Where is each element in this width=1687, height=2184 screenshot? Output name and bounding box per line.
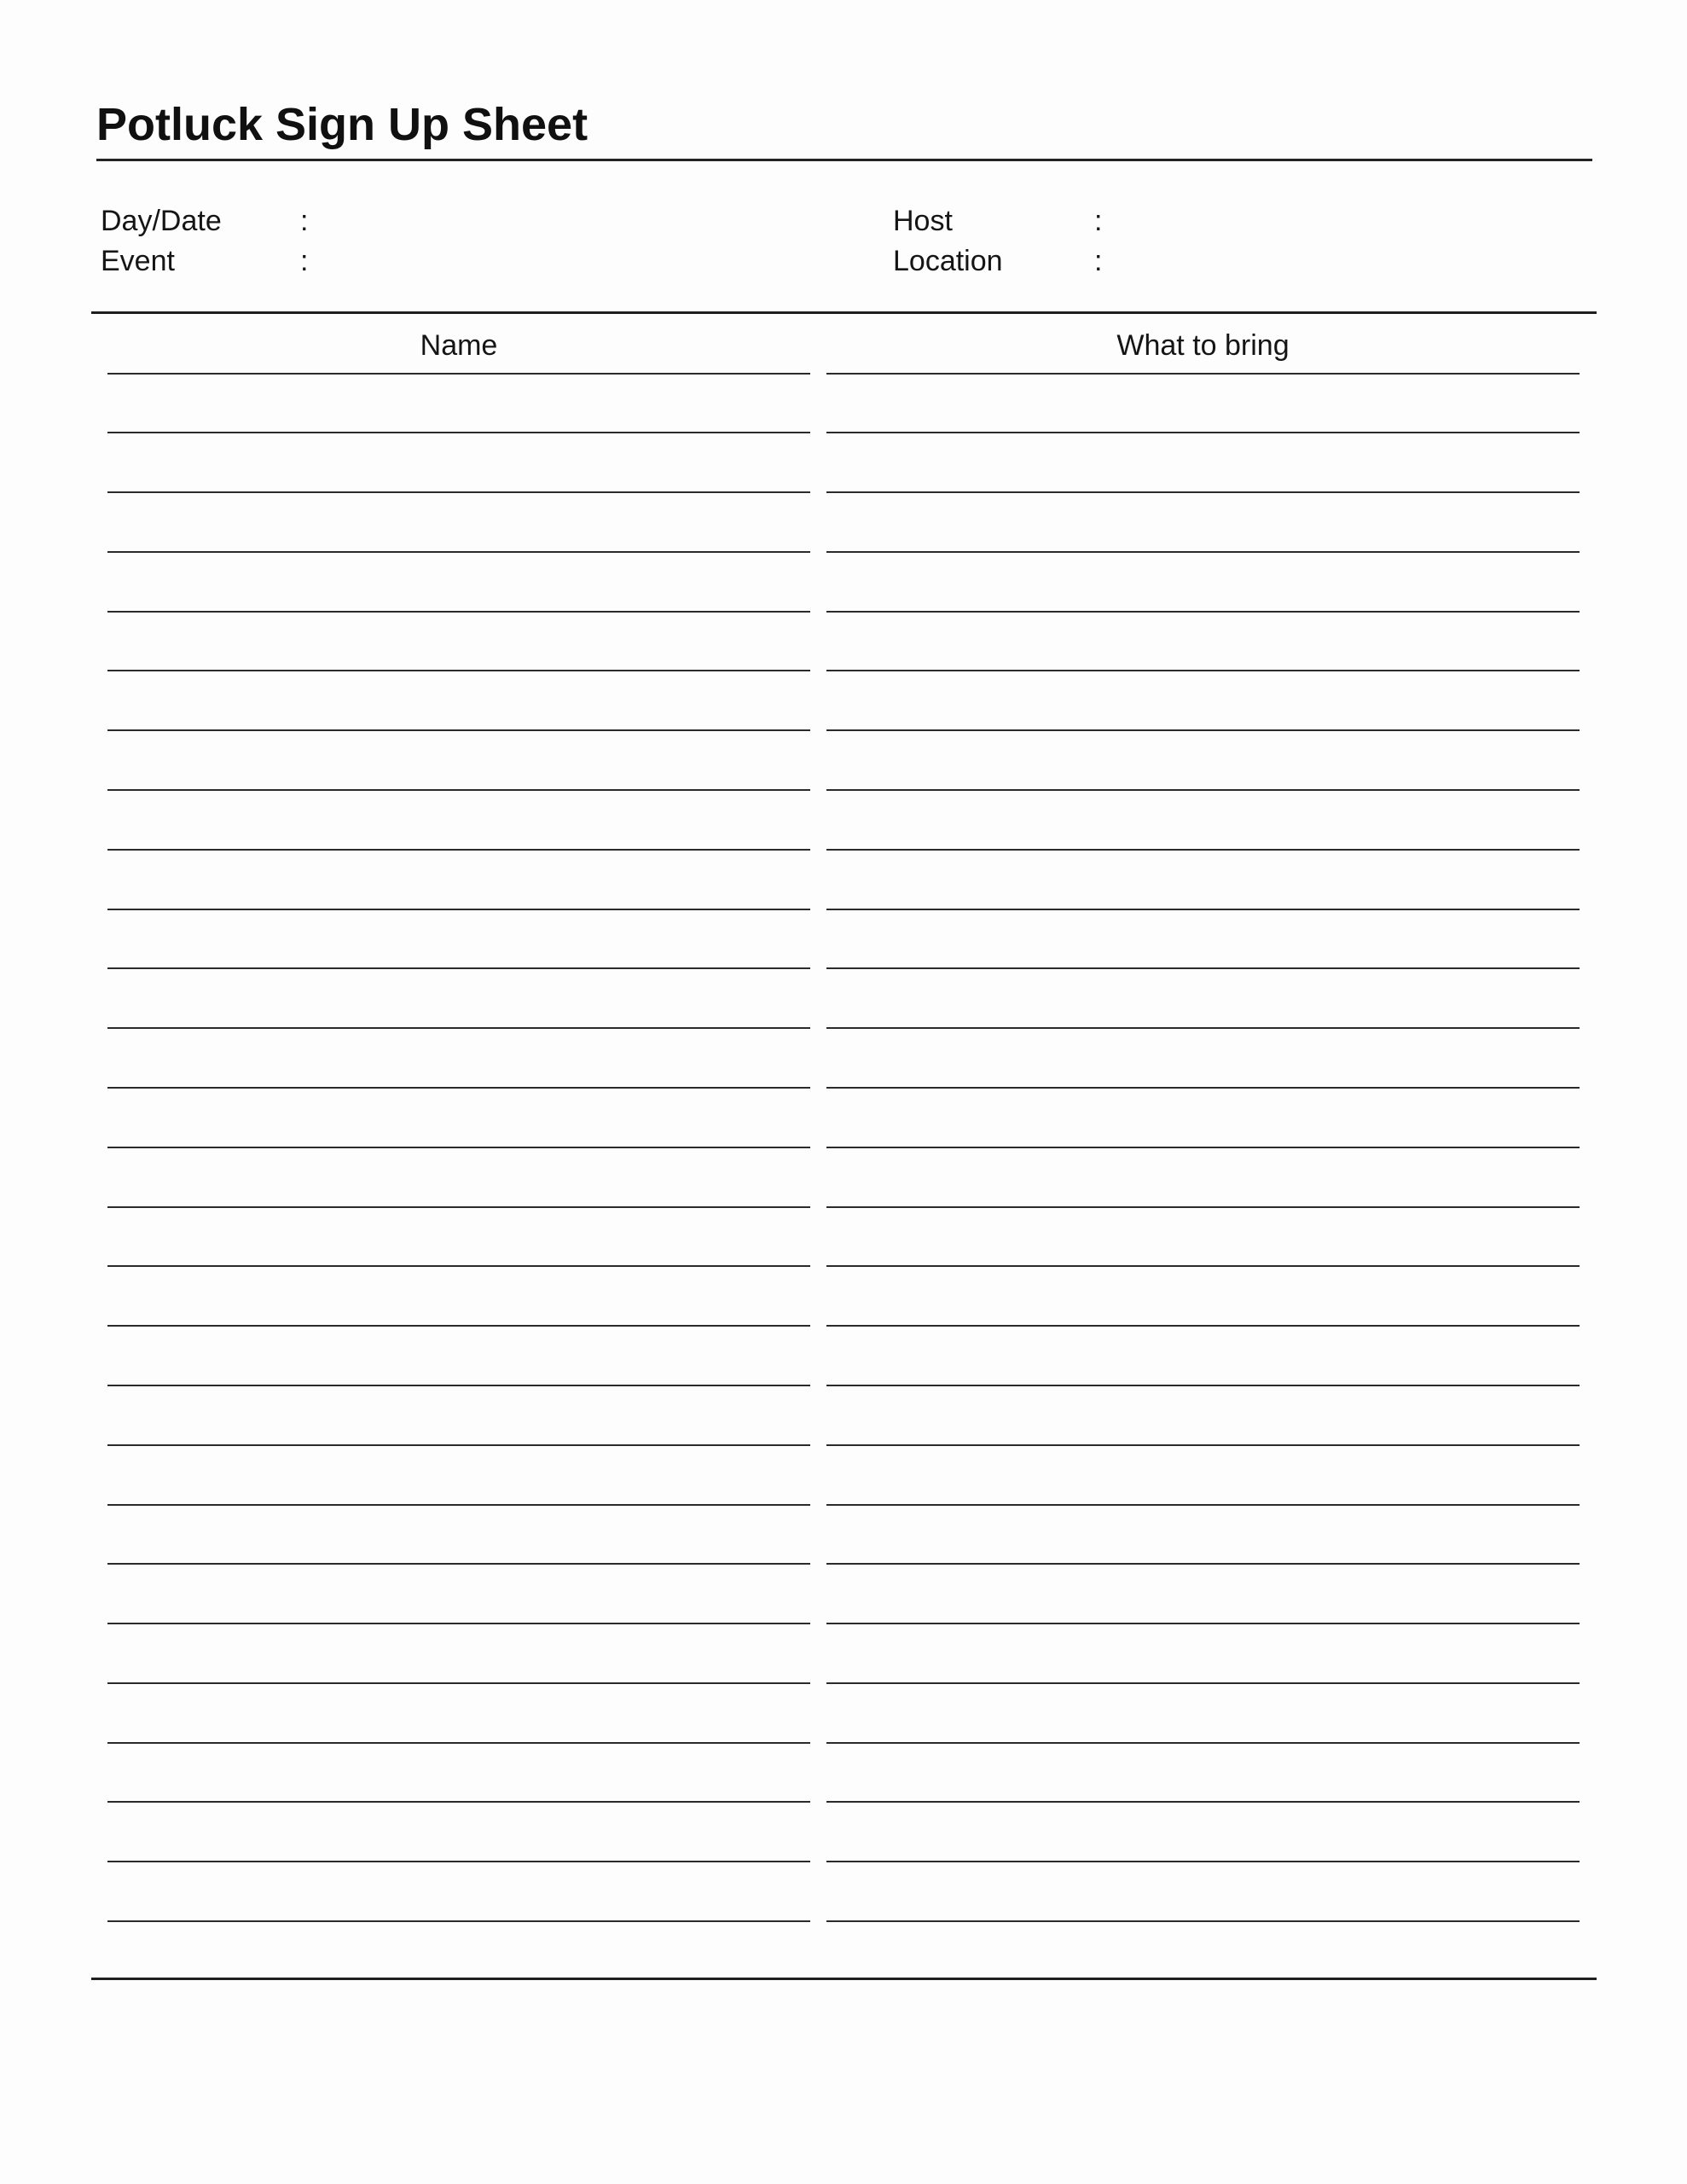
day-date-label: Day/Date [101, 205, 222, 237]
signup-row-line-left [107, 1920, 810, 1922]
signup-row-line-left [107, 1563, 810, 1565]
host-colon: : [1094, 205, 1103, 237]
page-title: Potluck Sign Up Sheet [96, 99, 588, 150]
signup-row-line-right [826, 491, 1580, 493]
signup-row-line-right [826, 1147, 1580, 1148]
signup-row-line-right [826, 1206, 1580, 1208]
day-date-colon: : [300, 205, 309, 237]
signup-row-line-right [826, 551, 1580, 553]
signup-row-line-right [826, 1623, 1580, 1624]
signup-row-line-left [107, 611, 810, 613]
signup-row-line-right [826, 1027, 1580, 1029]
signup-row-line-left [107, 670, 810, 671]
signup-row-line-left [107, 967, 810, 969]
signup-row-line-left [107, 1504, 810, 1506]
signup-row-line-left [107, 551, 810, 553]
event-label: Event [101, 245, 175, 277]
signup-row-line-left [107, 1801, 810, 1803]
signup-row-line-left [107, 1027, 810, 1029]
signup-row-line-right [826, 1920, 1580, 1922]
signup-row-line-left [107, 1087, 810, 1089]
table-top-border [91, 311, 1597, 314]
signup-row-line-right [826, 1563, 1580, 1565]
signup-row-line-left [107, 1147, 810, 1148]
signup-row-line-left [107, 909, 810, 910]
location-colon: : [1094, 245, 1103, 277]
signup-row-line-left [107, 849, 810, 851]
signup-row-line-right [826, 967, 1580, 969]
signup-row-line-left [107, 1444, 810, 1446]
location-label: Location [893, 245, 1003, 277]
signup-row-line-left [107, 1325, 810, 1327]
signup-row-line-right [826, 729, 1580, 731]
signup-row-line-right [826, 1444, 1580, 1446]
table-bottom-border [91, 1978, 1597, 1980]
signup-row-line-right [826, 1504, 1580, 1506]
signup-row-line-right [826, 670, 1580, 671]
signup-row-line-right [826, 1861, 1580, 1862]
column-header-name: Name [420, 329, 498, 362]
signup-row-line-right [826, 1087, 1580, 1089]
signup-row-line-right [826, 1682, 1580, 1684]
signup-row-line-left [107, 1861, 810, 1862]
signup-row-line-right [826, 1265, 1580, 1267]
header-underline-left [107, 373, 810, 375]
signup-row-line-left [107, 1623, 810, 1624]
signup-row-line-right [826, 432, 1580, 433]
signup-row-line-right [826, 1385, 1580, 1386]
signup-row-line-right [826, 1742, 1580, 1744]
header-underline-right [826, 373, 1580, 375]
signup-row-line-left [107, 729, 810, 731]
host-label: Host [893, 205, 953, 237]
signup-row-line-left [107, 1742, 810, 1744]
signup-row-line-left [107, 432, 810, 433]
signup-row-line-right [826, 849, 1580, 851]
signup-row-line-left [107, 789, 810, 791]
signup-row-line-left [107, 1206, 810, 1208]
signup-row-line-right [826, 789, 1580, 791]
signup-row-line-left [107, 491, 810, 493]
signup-row-line-left [107, 1682, 810, 1684]
signup-row-line-left [107, 1385, 810, 1386]
signup-row-line-right [826, 1325, 1580, 1327]
column-header-what-to-bring: What to bring [1116, 329, 1290, 362]
signup-row-line-left [107, 1265, 810, 1267]
title-rule [96, 159, 1592, 161]
signup-row-line-right [826, 611, 1580, 613]
signup-row-line-right [826, 1801, 1580, 1803]
event-colon: : [300, 245, 309, 277]
signup-row-line-right [826, 909, 1580, 910]
